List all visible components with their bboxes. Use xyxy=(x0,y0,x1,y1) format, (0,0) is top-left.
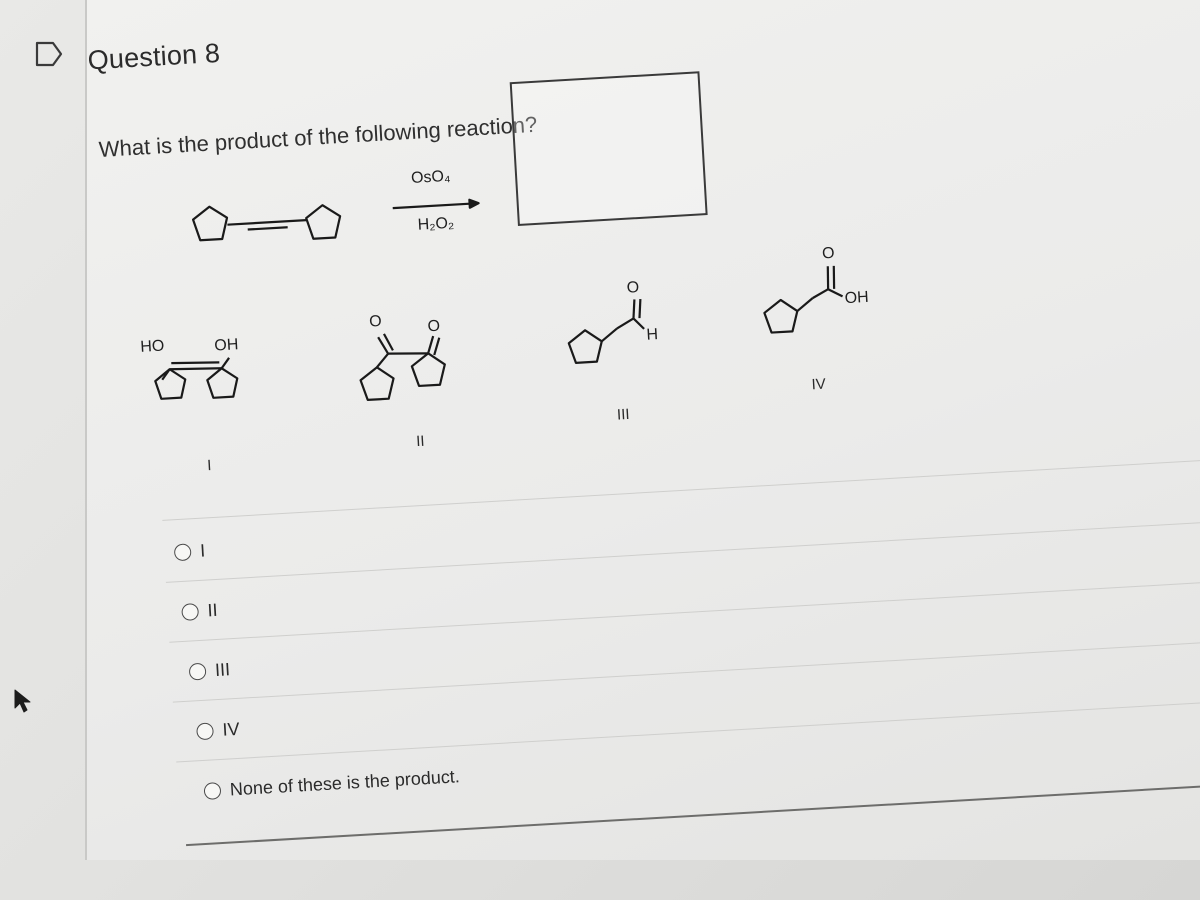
structure-iv-oh-label: OH xyxy=(844,288,870,308)
radio-button-icon[interactable] xyxy=(174,543,192,561)
structure-i-numeral: I xyxy=(206,457,212,475)
radio-button-icon[interactable] xyxy=(203,782,221,800)
reactant-ring-right xyxy=(305,204,341,239)
reagent-hydrogen-peroxide: H₂O₂ xyxy=(417,214,455,234)
option-iv[interactable] xyxy=(196,714,241,746)
structure-ii xyxy=(358,330,447,400)
structure-iii-o-label: O xyxy=(626,279,640,297)
structure-iv-o-label: O xyxy=(821,244,836,263)
option-i[interactable] xyxy=(173,536,206,568)
radio-button-icon[interactable] xyxy=(181,603,199,621)
structure-iii xyxy=(567,299,646,363)
option-label: I xyxy=(199,540,206,561)
option-ii[interactable] xyxy=(181,595,219,627)
structure-i-ho-label: HO xyxy=(139,337,165,356)
reactant-ring-left xyxy=(192,206,228,241)
question-title: Question 8 xyxy=(86,37,221,76)
radio-button-icon[interactable] xyxy=(196,722,214,740)
option-label: III xyxy=(214,658,231,680)
option-iii[interactable] xyxy=(188,654,231,686)
option-label: II xyxy=(206,599,219,620)
structure-iii-numeral: III xyxy=(616,405,631,424)
structure-iii-h-label: H xyxy=(645,326,659,344)
structure-iv-numeral: IV xyxy=(811,375,827,394)
reagent-osmium-tetroxide: OsO₄ xyxy=(410,167,451,188)
option-label: IV xyxy=(221,718,241,740)
radio-button-icon[interactable] xyxy=(189,662,207,680)
structure-ii-numeral: II xyxy=(415,432,426,451)
question-prompt: What is the product of the following reaction? xyxy=(98,111,538,162)
structure-ii-o-right-label: O xyxy=(427,317,441,336)
structure-iv xyxy=(762,265,844,332)
structure-i xyxy=(154,357,238,401)
option-label: None of these is the product. xyxy=(229,765,461,799)
reaction-arrow xyxy=(393,203,479,208)
structure-i-oh-label: OH xyxy=(213,336,239,355)
structure-ii-o-left-label: O xyxy=(368,312,383,331)
